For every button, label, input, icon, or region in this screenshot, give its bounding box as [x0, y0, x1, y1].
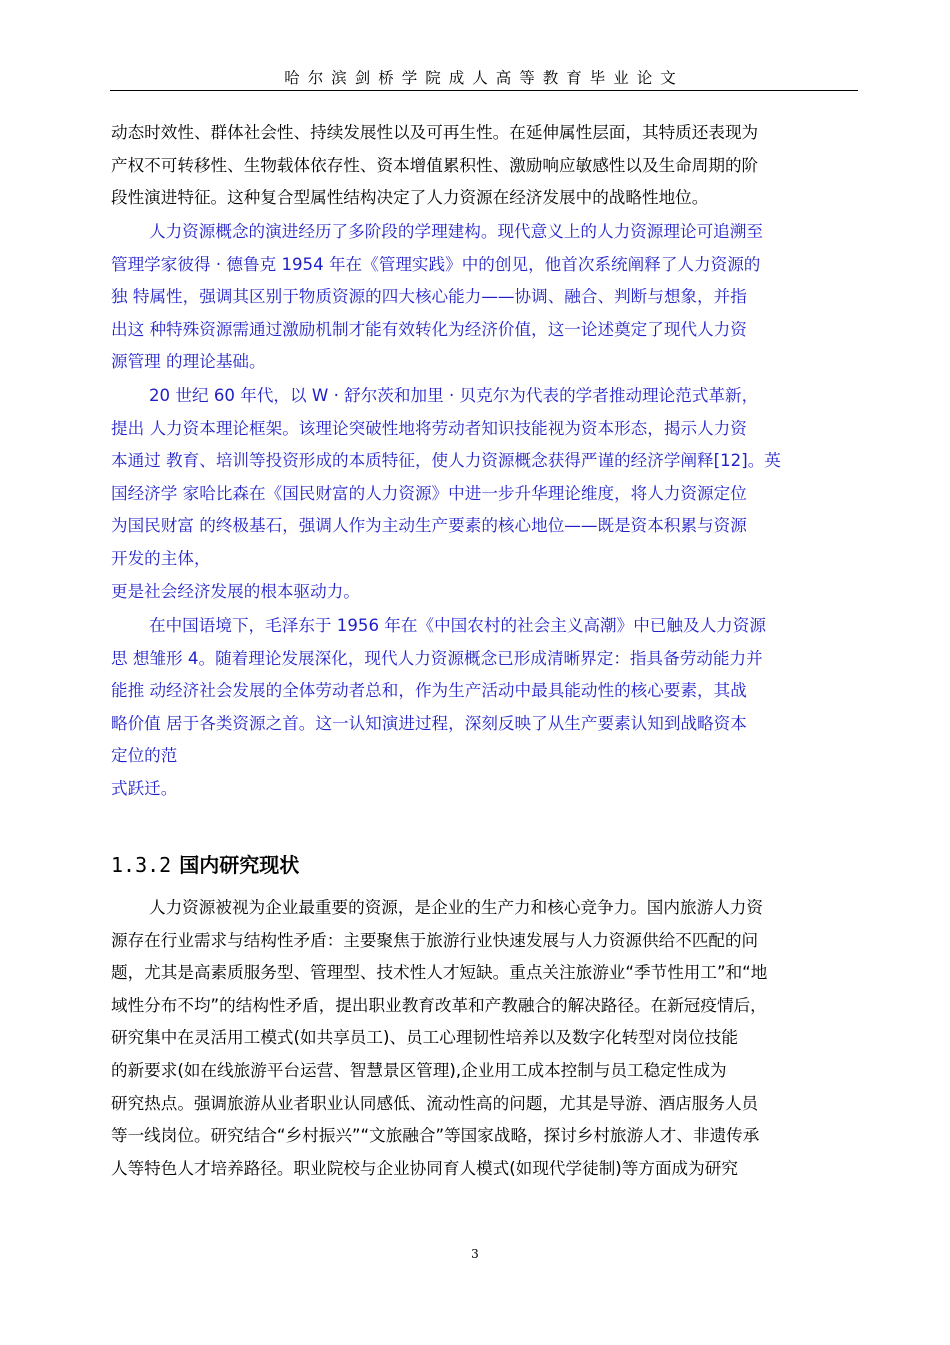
text-line: 20 世纪 60 年代，以 W · 舒尔茨和加里 · 贝克尔为代表的学者推动理论范式革新，	[149, 386, 759, 405]
paragraph-china-context	[111, 610, 859, 806]
header-divider	[110, 90, 858, 91]
text-line: 在中国语境下，毛泽东于 1956 年在《中国农村的社会主义高潮》中已触及人力资源	[149, 616, 766, 635]
text-line: 独 特属性，强调其区别于物质资源的四大核心能力——协调、融合、判断与想象，并指	[111, 287, 747, 307]
text-line: 人力资源概念的演进经历了多阶段的学理建构。现代意义上的人力资源理论可追溯至	[149, 222, 763, 241]
text-line: 开发的主体，	[111, 548, 211, 568]
section-heading	[111, 848, 299, 882]
text-line: 的新要求(如在线旅游平台运营、智慧景区管理),企业用工成本控制与员工稳定性成为	[111, 1060, 727, 1080]
text-line: 人力资源被视为企业最重要的资源，是企业的生产力和核心竞争力。国内旅游人力资	[149, 898, 763, 917]
text-line: 提出 人力资本理论框架。该理论突破性地将劳动者知识技能视为资本形态，揭示人力资	[111, 418, 747, 438]
paragraph-attributes	[111, 117, 859, 215]
text-line: 更是社会经济发展的根本驱动力。	[111, 581, 360, 601]
text-line: 动态时效性、群体社会性、持续发展性以及可再生性。在延伸属性层面，其特质还表现为	[111, 123, 759, 142]
text-line: 国经济学 家哈比森在《国民财富的人力资源》中进一步升华理论维度，将人力资源定位	[111, 483, 747, 503]
text-line: 研究集中在灵活用工模式(如共享员工)、员工心理韧性培养以及数字化转型对岗位技能	[111, 1028, 738, 1048]
text-line: 本通过 教育、培训等投资形成的本质特征，使人力资源概念获得严谨的经济学阐释[12]。英	[111, 451, 781, 471]
text-line: 产权不可转移性、生物载体依存性、资本增值累积性、激励响应敏感性以及生命周期的阶	[111, 155, 759, 175]
text-line: 为国民财富 的终极基石，强调人作为主动生产要素的核心地位——既是资本积累与资源	[111, 516, 747, 536]
text-line: 等一线岗位。研究结合“乡村振兴”“文旅融合”等国家战略，探讨乡村旅游人才、非遗传承	[111, 1126, 760, 1146]
text-line: 出这 种特殊资源需通过激励机制才能有效转化为经济价值，这一论述奠定了现代人力资	[111, 319, 747, 339]
paragraph-human-capital	[111, 380, 859, 608]
paragraph-drucker	[111, 216, 859, 379]
text-line: 域性分布不均”的结构性矛盾，提出职业教育改革和产教融合的解决路径。在新冠疫情后，	[111, 995, 767, 1015]
page-header: 哈尔滨剑桥学院成人高等教育毕业论文	[284, 69, 684, 87]
page-number: 3	[471, 1247, 479, 1261]
section-number: 1.3.2	[111, 853, 172, 877]
text-line: 略价值 居于各类资源之首。这一认知演进过程，深刻反映了从生产要素认知到战略资本	[111, 713, 747, 733]
text-line: 研究热点。强调旅游从业者职业认同感低、流动性高的问题，尤其是导游、酒店服务人员	[111, 1093, 759, 1113]
text-line: 式跃迁。	[111, 778, 178, 798]
text-line: 能推 动经济社会发展的全体劳动者总和，作为生产活动中最具能动性的核心要素，其战	[111, 681, 747, 701]
text-line: 题，尤其是高素质服务型、管理型、技术性人才短缺。重点关注旅游业“季节性用工”和“地	[111, 963, 768, 983]
text-line: 源管理 的理论基础。	[111, 352, 266, 372]
text-line: 源存在行业需求与结构性矛盾：主要聚焦于旅游行业快速发展与人力资源供给不匹配的问	[111, 930, 759, 950]
text-line: 管理学家彼得 · 德鲁克 1954 年在《管理实践》中的创见，他首次系统阐释了人力资源的	[111, 254, 761, 274]
text-line: 段性演进特征。这种复合型属性结构决定了人力资源在经济发展中的战略性地位。	[111, 188, 709, 208]
paragraph-domestic-research	[111, 892, 859, 1185]
text-line: 定位的范	[111, 746, 178, 766]
section-title: 国内研究现状	[179, 853, 300, 877]
text-line: 人等特色人才培养路径。职业院校与企业协同育人模式(如现代学徒制)等方面成为研究	[111, 1158, 738, 1178]
text-line: 思 想雏形 4。随着理论发展深化，现代人力资源概念已形成清晰界定：指具备劳动能力并	[111, 648, 763, 668]
